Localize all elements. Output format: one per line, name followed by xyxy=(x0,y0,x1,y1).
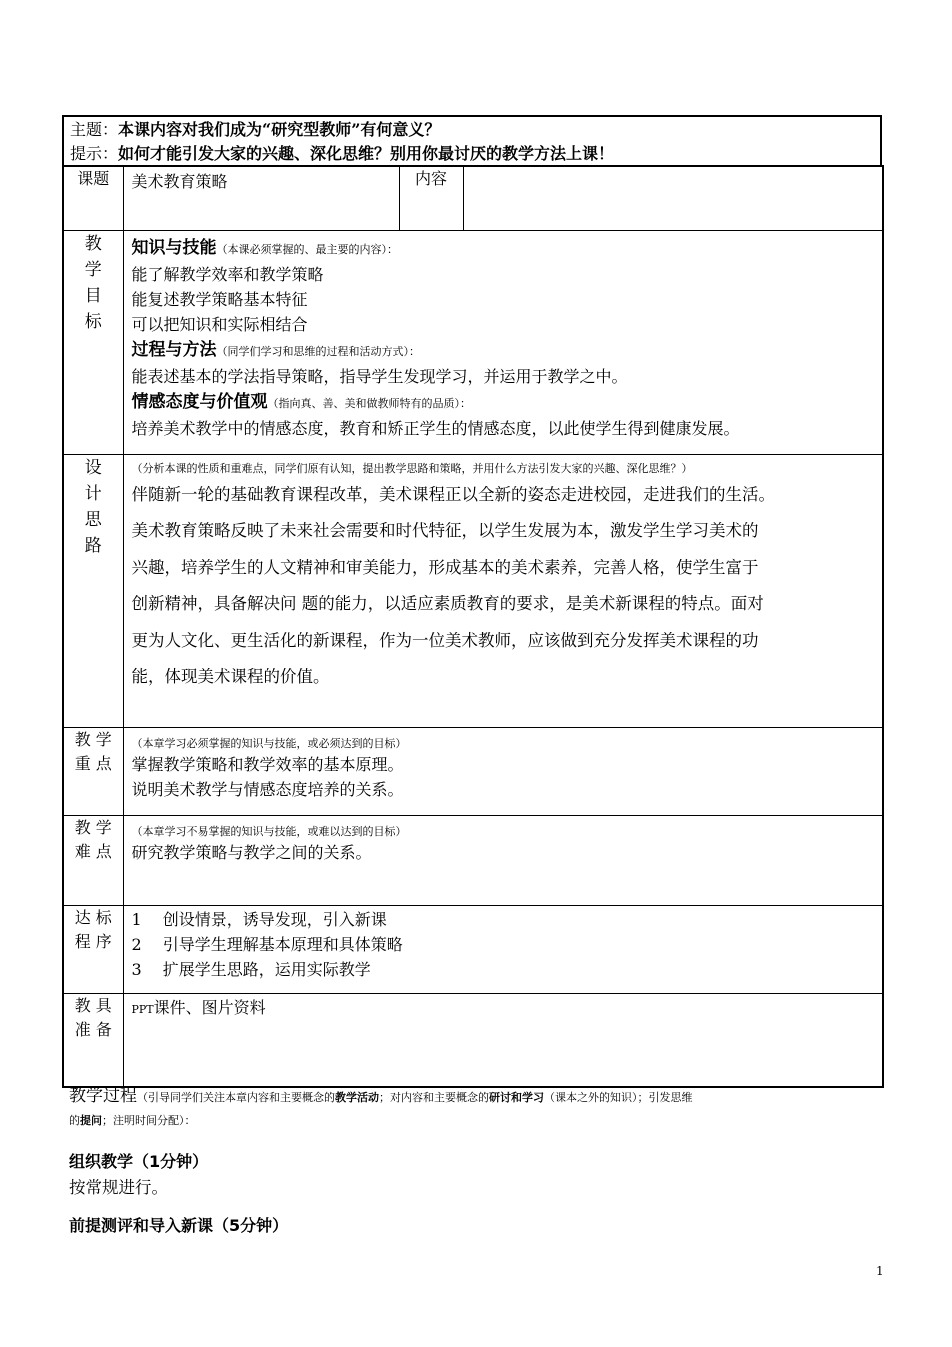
tools-side-label: 教 具 准 备 xyxy=(63,993,123,1087)
knowledge-item: 能复述教学策略基本特征 xyxy=(131,289,308,309)
intro-title: 前提测评和导入新课（5分钟） xyxy=(69,1216,289,1235)
design-line: 兴趣，培养学生的人文精神和审美能力，形成基本的美术素养，完善人格，使学生富于 xyxy=(131,557,759,577)
design-line: 能，体现美术课程的价值。 xyxy=(131,667,330,686)
topic-row xyxy=(63,166,883,230)
key-points-side-label: 教 学 重 点 xyxy=(63,727,123,815)
objectives-row xyxy=(63,230,883,454)
objectives-side-text: 教 学 目 标 xyxy=(84,233,102,332)
hint-text: 如何才能引发大家的兴趣、深化思维？别用你最讨厌的教学方法上课！ xyxy=(118,144,615,163)
lesson-plan-table xyxy=(62,165,884,1088)
theme-label: 主题： xyxy=(70,120,119,139)
objectives-content xyxy=(123,230,883,454)
design-line: 更为人文化、更生活化的新课程，作为一位美术教师，应该做到充分发挥美术课程的功 xyxy=(131,630,759,650)
difficulties-note: （本章学习不易掌握的知识与技能，或难以达到的目标） xyxy=(131,824,407,838)
procedure-item: 1 创设情景，诱导发现，引入新课 xyxy=(131,909,387,929)
design-line: 创新精神，具备解决问 题的能力，以适应素质教育的要求，是美术新课程的特点。面对 xyxy=(131,594,764,613)
theme-text: 本课内容对我们成为“研究型教师”有何意义？ xyxy=(118,120,441,139)
key-point-item: 说明美术教学与情感态度培养的关系。 xyxy=(131,779,404,799)
key-points-content xyxy=(123,727,883,815)
knowledge-item: 能了解教学效率和教学策略 xyxy=(131,264,324,284)
difficulty-item: 研究教学策略与教学之间的关系。 xyxy=(131,842,372,862)
emotion-item: 培养美术教学中的情感态度，教育和矫正学生的情感态度，以此使学生得到健康发展。 xyxy=(131,418,740,438)
topic-value: 美术教育策略 xyxy=(131,172,228,191)
emotion-heading: 情感态度与价值观（指向真、善、美和做教师特有的品质）： xyxy=(131,391,471,412)
design-content xyxy=(123,454,883,727)
design-line: 伴随新一轮的基础教育课程改革，美术课程正以全新的姿态走进校园，走进我们的生活。 xyxy=(131,484,775,504)
design-row xyxy=(63,454,883,727)
tools-item: PPT课件、图片资料 xyxy=(131,997,266,1017)
design-side-label xyxy=(63,454,123,727)
hint-label: 提示： xyxy=(70,144,119,163)
process-heading: 过程与方法（同学们学习和思维的过程和活动方式）： xyxy=(131,339,420,360)
key-point-item: 掌握教学策略和教学效率的基本原理。 xyxy=(131,754,404,774)
organize-text: 按常规进行。 xyxy=(69,1178,168,1197)
theme-line xyxy=(70,120,440,140)
design-note: （分析本课的性质和重难点，同学们原有认知，提出教学思路和策略，并用什么方法引发大家的兴趣、深化思维？） xyxy=(131,461,693,475)
objectives-side-label xyxy=(63,230,123,454)
tools-row xyxy=(63,993,883,1087)
difficulties-side-label: 教 学 难 点 xyxy=(63,815,123,905)
procedure-item: 2 引导学生理解基本原理和具体策略 xyxy=(131,934,403,954)
tools-content xyxy=(123,993,883,1087)
design-side-text: 设 计 思 路 xyxy=(84,457,102,556)
process-heading: 教学过程（引导同学们关注本章内容和主要概念的教学活动；对内容和主要概念的研讨和学习（课本之外的知识）；引发思维 xyxy=(69,1086,693,1106)
topic-label: 课题 xyxy=(63,166,123,230)
procedure-item: 3 扩展学生思路，运用实际教学 xyxy=(131,959,371,979)
process-heading-cont: 的提问；注明时间分配）： xyxy=(69,1114,196,1127)
difficulties-content xyxy=(123,815,883,905)
topic-value-cell xyxy=(123,166,399,230)
procedure-content xyxy=(123,905,883,993)
difficulties-row xyxy=(63,815,883,905)
content-value xyxy=(463,166,883,230)
hint-line xyxy=(70,144,614,164)
procedure-row xyxy=(63,905,883,993)
organize-title: 组织教学（1分钟） xyxy=(69,1152,209,1171)
content-label: 内容 xyxy=(399,166,463,230)
design-line: 美术教育策略反映了未来社会需要和时代特征，以学生发展为本，激发学生学习美术的 xyxy=(131,521,759,540)
page-number: 1 xyxy=(876,1264,884,1278)
knowledge-heading: 知识与技能（本课必须掌握的、最主要的内容）： xyxy=(131,237,398,258)
key-points-row xyxy=(63,727,883,815)
knowledge-item: 可以把知识和实际相结合 xyxy=(131,314,308,334)
key-points-note: （本章学习必须掌握的知识与技能，或必须达到的目标） xyxy=(131,736,407,750)
procedure-side-label: 达 标 程 序 xyxy=(63,905,123,993)
theme-header-box xyxy=(62,115,882,165)
process-item: 能表述基本的学法指导策略，指导学生发现学习，并运用于教学之中。 xyxy=(131,366,628,386)
